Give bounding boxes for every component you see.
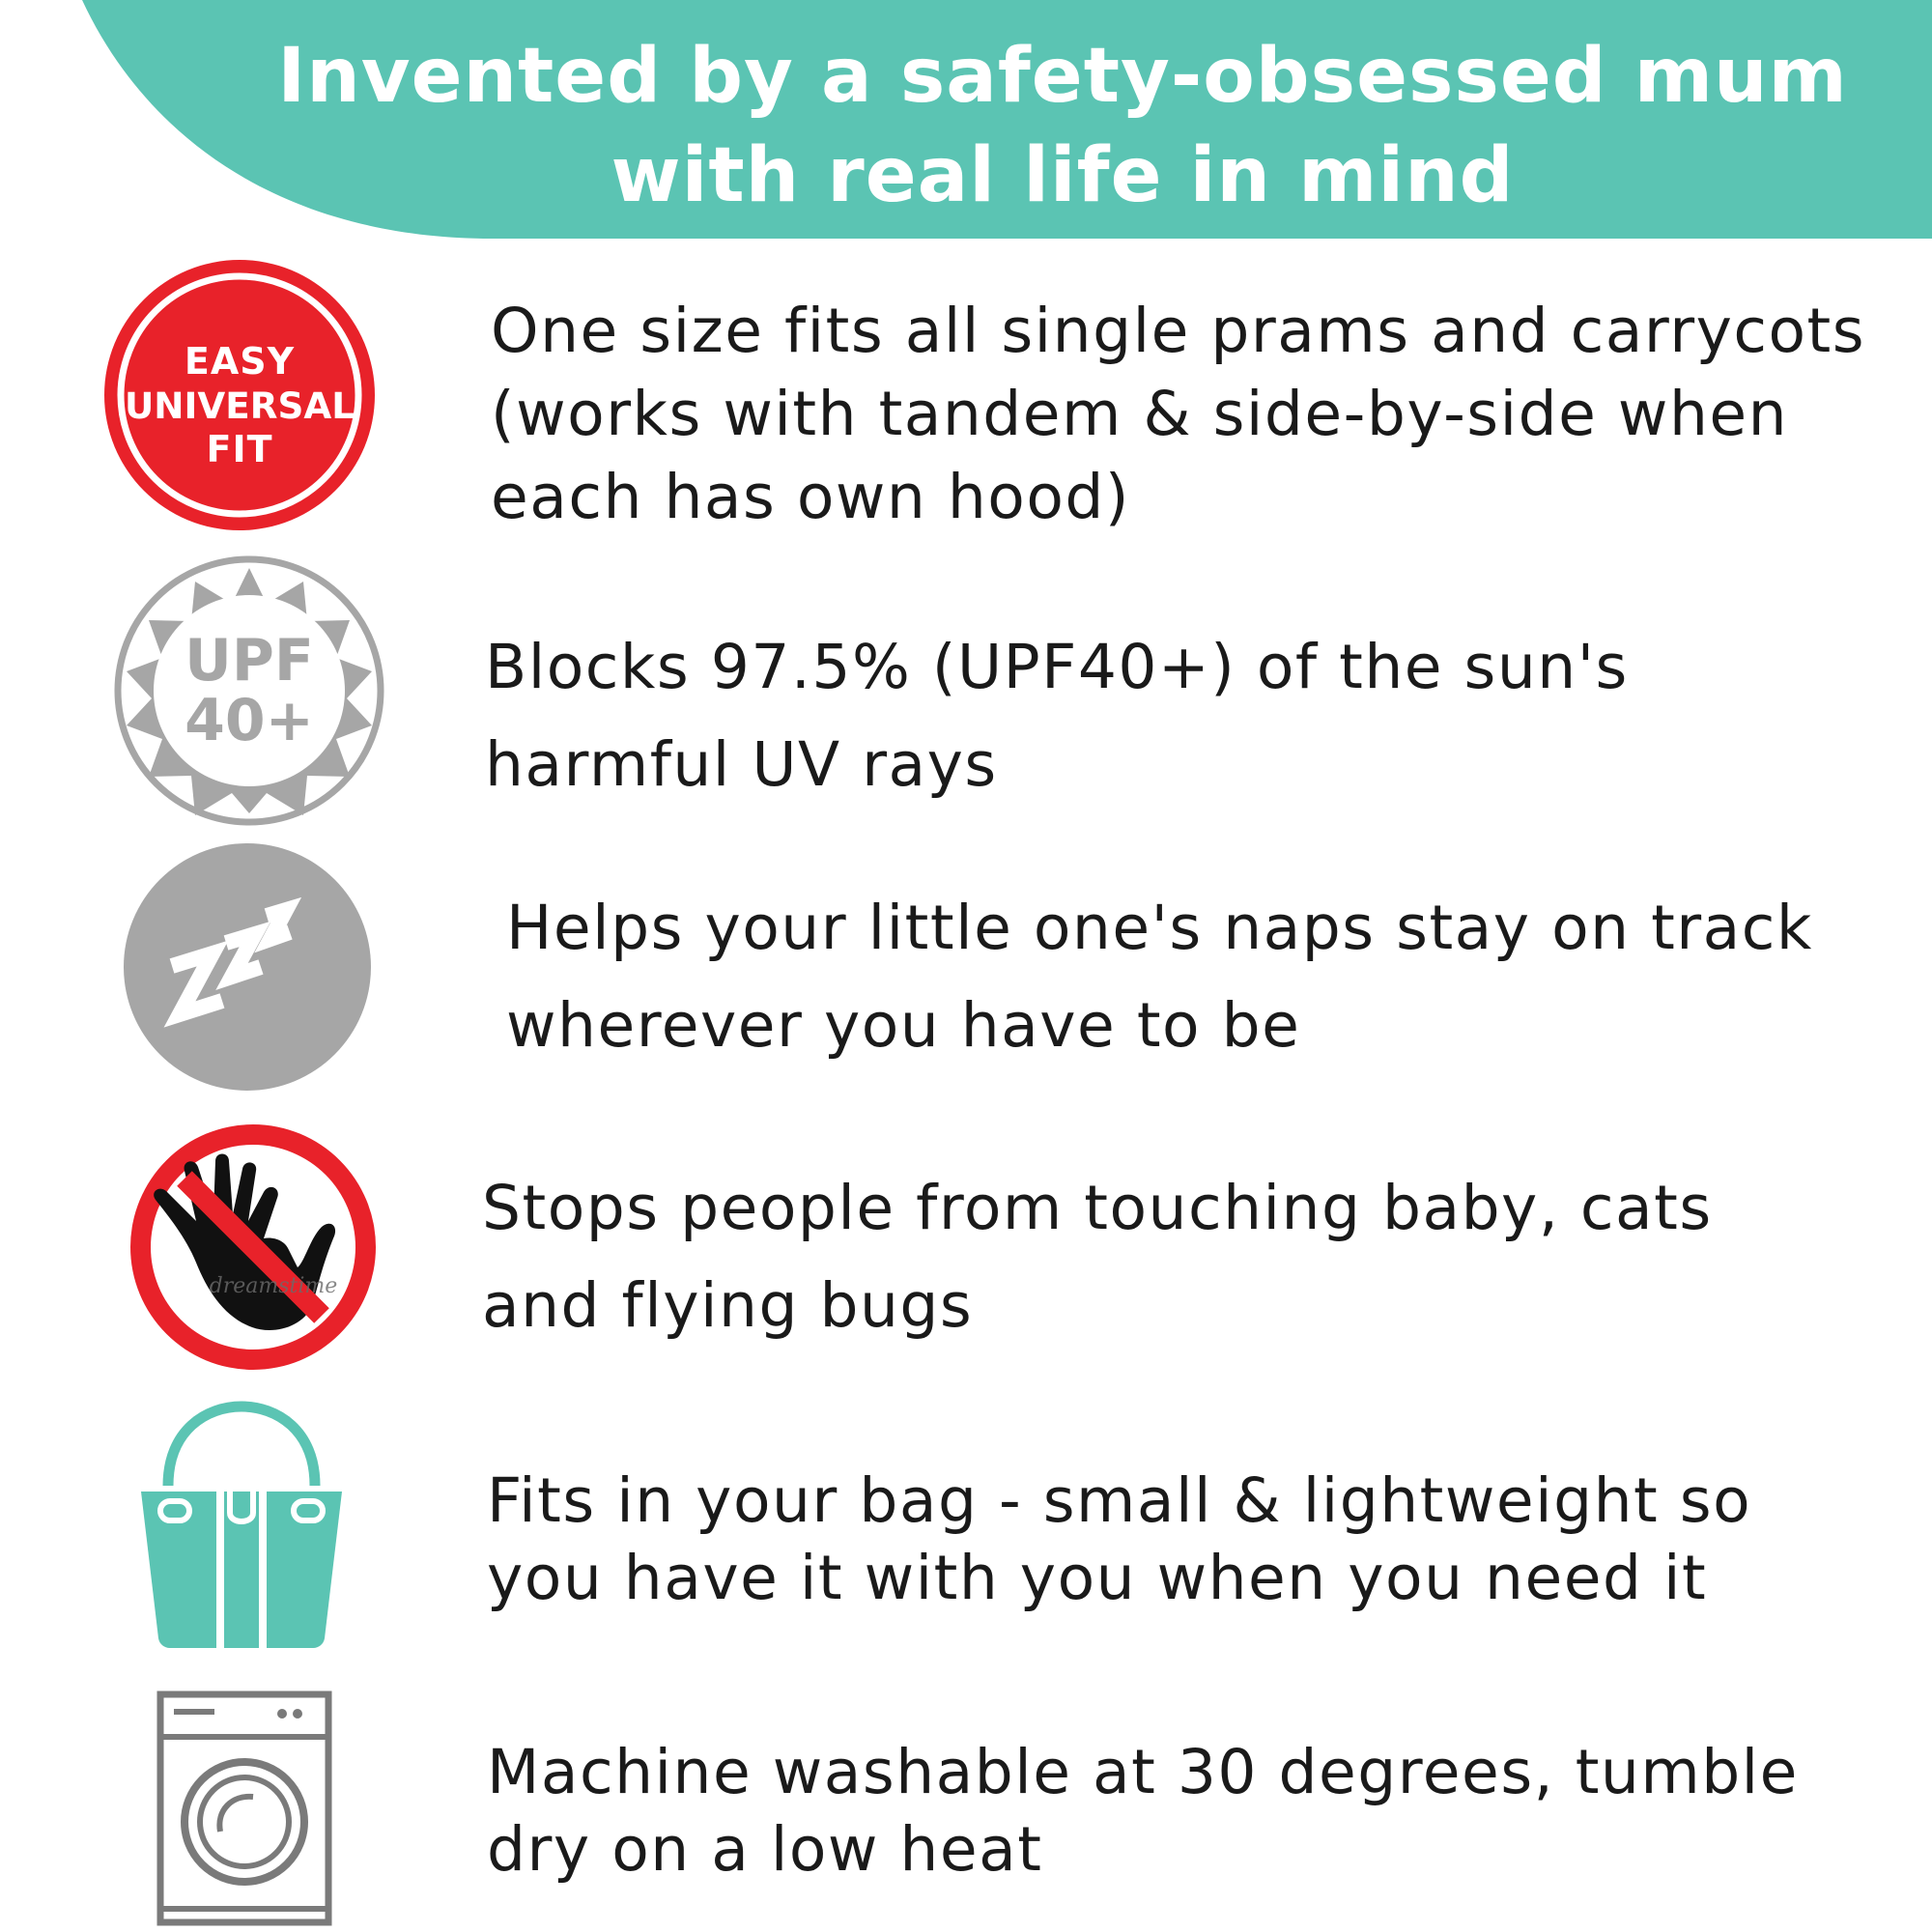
easy-universal-fit-badge-icon (101, 257, 378, 533)
bag-icon (139, 1401, 344, 1648)
upf-sun-badge-icon (111, 553, 387, 829)
feature-text-washable (487, 1734, 1799, 1889)
feature-6-line-1: Machine washable at 30 degrees, tumble (487, 1737, 1799, 1807)
feature-text-no-touching (482, 1159, 1713, 1354)
banner-title-line-2: with real life in mind (611, 132, 1515, 219)
badge-text-fit: FIT (206, 428, 273, 470)
watermark-text: dreamstime (209, 1274, 338, 1298)
feature-5-line-2: you have it with you when you need it (487, 1543, 1708, 1613)
badge-text-40plus: 40+ (185, 687, 314, 754)
badge-text-universal: UNIVERSAL (125, 385, 355, 427)
washing-machine-icon (156, 1690, 332, 1926)
feature-1-line-2: (works with tandem & side-by-side when (491, 379, 1789, 449)
feature-3-line-1: Helps your little one's naps stay on track (506, 893, 1813, 963)
feature-text-naps (506, 879, 1813, 1074)
feature-5-line-1: Fits in your bag - small & lightweight so (487, 1465, 1752, 1536)
header-banner (0, 0, 1932, 242)
sleep-zzz-icon (124, 843, 371, 1091)
banner-title (193, 27, 1932, 226)
feature-2-line-1: Blocks 97.5% (UPF40+) of the sun's (485, 632, 1629, 702)
feature-1-line-3: each has own hood) (491, 462, 1130, 532)
feature-text-upf (485, 618, 1629, 813)
banner-title-line-1: Invented by a safety-obsessed mum (277, 33, 1848, 120)
feature-1-line-1: One size fits all single prams and carrycots (491, 296, 1866, 366)
no-touching-hand-icon (128, 1122, 378, 1372)
feature-text-bag (487, 1463, 1751, 1617)
feature-4-line-1: Stops people from touching baby, cats (482, 1173, 1713, 1243)
feature-2-line-2: harmful UV rays (485, 729, 998, 800)
feature-3-line-2: wherever you have to be (506, 990, 1301, 1061)
badge-text-upf: UPF (185, 627, 314, 695)
feature-6-line-2: dry on a low heat (487, 1814, 1043, 1885)
feature-text-universal-fit (491, 290, 1865, 539)
badge-text-easy: EASY (184, 340, 296, 383)
feature-4-line-2: and flying bugs (482, 1270, 974, 1341)
